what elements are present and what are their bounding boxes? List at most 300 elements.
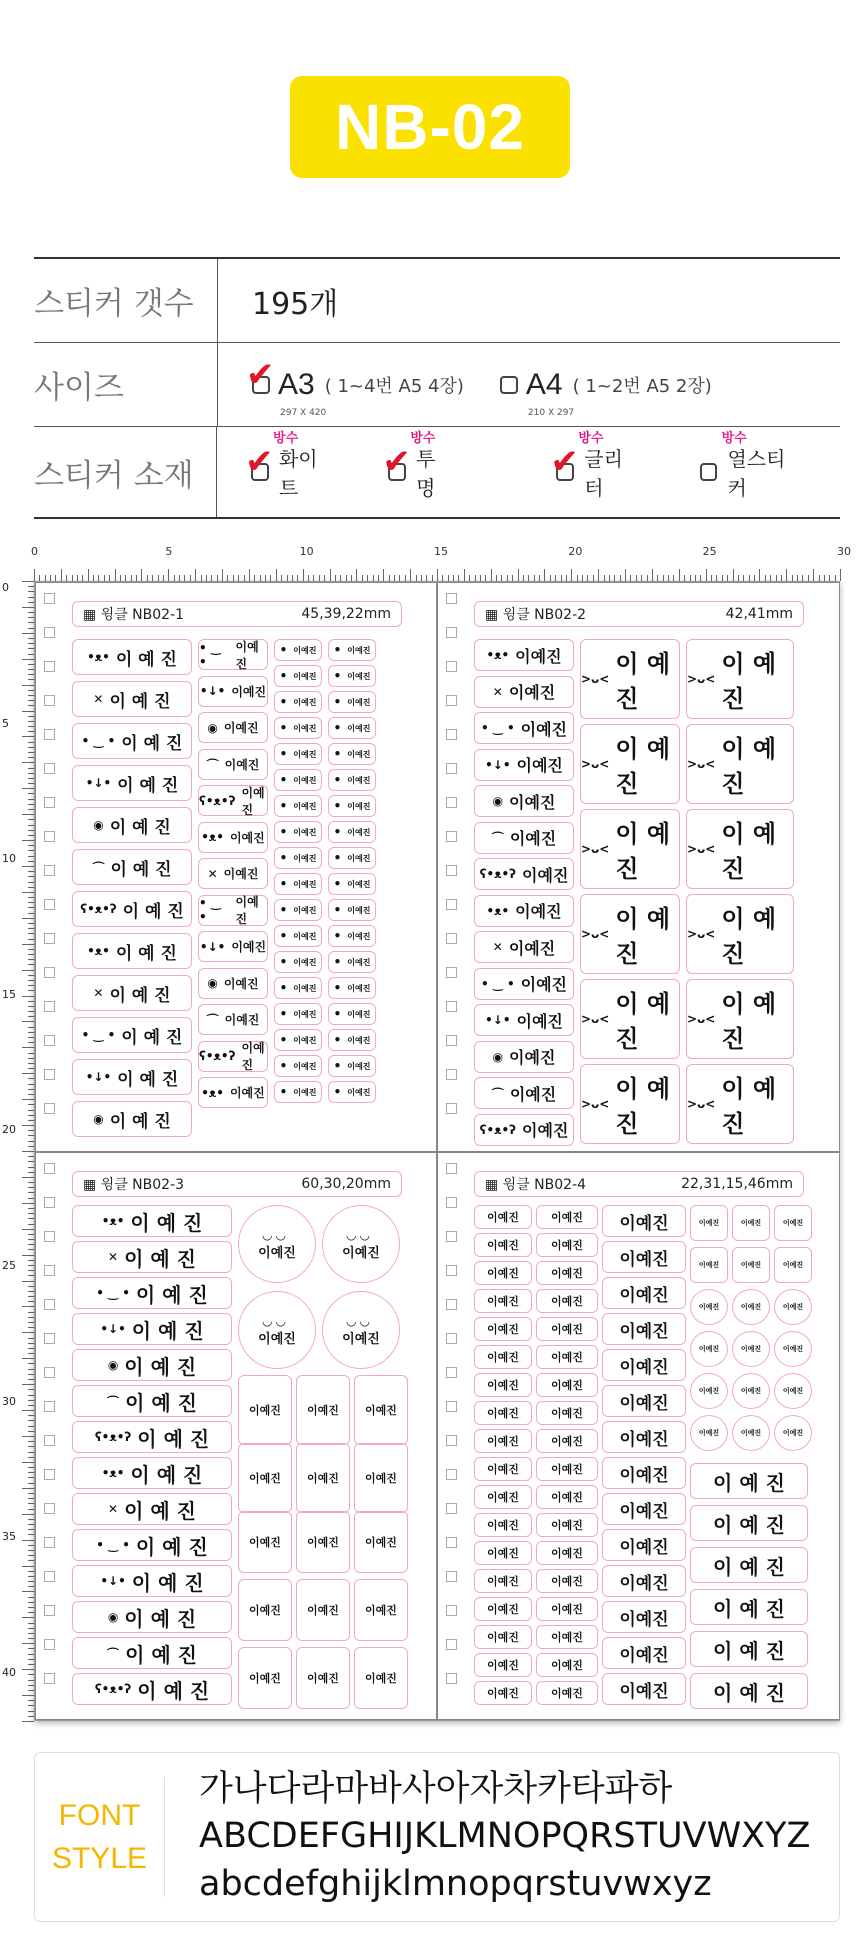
sticker-name: 이예진 (619, 1213, 669, 1234)
sheet-hole (446, 1231, 457, 1242)
sticker-name: 이예진 (365, 1536, 397, 1549)
face-icon: >ᴗ< (687, 1012, 716, 1026)
ruler-tick (410, 569, 411, 581)
sticker-name: 이예진 (293, 931, 317, 941)
sheet-size: 60,30,20mm (301, 1176, 391, 1192)
size-option-a3[interactable] (246, 354, 464, 418)
sticker-name: 이예진 (487, 1295, 519, 1308)
material-glitter: 글리터 (584, 447, 623, 500)
sticker-name: 이예진 (619, 1645, 669, 1666)
sticker-name: 이예진 (740, 1303, 762, 1311)
face-icon: • (279, 669, 288, 683)
name-sticker (72, 765, 192, 801)
sticker-name: 이예진 (249, 1536, 281, 1549)
face-icon: ◡ ◡ (346, 1313, 370, 1328)
size-option-a4[interactable] (500, 367, 712, 418)
sheet-quadrant (437, 582, 840, 1152)
sticker-name: 이예진 (241, 1041, 265, 1072)
ruler-tick (22, 1514, 34, 1515)
name-sticker (328, 1081, 376, 1103)
face-icon: ◡ ◡ (262, 1227, 286, 1242)
ruler-tick (356, 569, 357, 581)
face-icon: >ᴗ< (687, 842, 716, 856)
sticker-name: 이예진 (307, 1536, 339, 1549)
name-sticker (732, 1415, 770, 1451)
name-sticker (274, 977, 322, 999)
face-icon: • (333, 903, 342, 917)
ruler-number: 30 (2, 1394, 16, 1408)
name-sticker (474, 1457, 532, 1481)
product-code-badge: NB-02 (290, 76, 570, 178)
sticker-name: 이 예 진 (713, 1512, 785, 1537)
name-sticker (474, 1513, 532, 1537)
sticker-name: 이예진 (782, 1261, 804, 1269)
sheet-hole (446, 627, 457, 638)
check-mark-icon: ✔ (245, 442, 274, 482)
ruler-tick (22, 633, 34, 634)
name-sticker (602, 1673, 686, 1705)
face-icon: >ᴗ< (581, 1097, 610, 1111)
sheet-hole (446, 1163, 457, 1174)
name-sticker (602, 1457, 686, 1489)
size-a4-label: A4 (525, 367, 563, 401)
face-icon: >ᴗ< (581, 1012, 610, 1026)
sheet-header (72, 1171, 402, 1197)
sticker-name: 이예진 (487, 1463, 519, 1476)
sticker-name: 이예진 (619, 1537, 669, 1558)
sticker-name: 이 예 진 (713, 1680, 785, 1705)
ruler-number: 5 (165, 545, 173, 558)
sticker-name: 이예진 (619, 1573, 669, 1594)
sticker-name: 이예진 (740, 1261, 762, 1269)
spec-table (34, 257, 840, 519)
name-sticker (274, 873, 322, 895)
ruler-tick (22, 1229, 34, 1230)
sheet-holes (446, 1163, 458, 1707)
name-sticker (474, 712, 574, 744)
face-icon: • (333, 981, 342, 995)
check-mark-icon: ✔ (246, 354, 275, 395)
sheet-hole (446, 797, 457, 808)
name-sticker (296, 1647, 350, 1709)
sticker-name: 이예진 (619, 1465, 669, 1486)
sticker-name: 이예진 (698, 1219, 720, 1227)
ruler-tick (303, 569, 304, 581)
ruler-tick (22, 607, 34, 608)
sticker-name: 이예진 (223, 867, 259, 881)
name-sticker (72, 891, 192, 927)
face-icon: •ᴥ• (486, 648, 510, 662)
name-sticker (198, 858, 268, 889)
sticker-name: 이예진 (551, 1295, 583, 1308)
count-value: 195개 (252, 286, 339, 322)
checkbox-glitter[interactable] (550, 442, 579, 482)
sticker-name: 이예진 (293, 853, 317, 863)
name-sticker (732, 1205, 770, 1241)
ruler-tick (840, 569, 841, 581)
face-icon: ✕ (492, 684, 503, 699)
name-sticker (328, 743, 376, 765)
sticker-name: 이예진 (347, 749, 371, 759)
sheet-hole (446, 933, 457, 944)
name-sticker (474, 1597, 532, 1621)
sheet-hole (44, 865, 55, 876)
sheet-hole (44, 1333, 55, 1344)
ruler-tick (22, 1617, 34, 1618)
sticker-name: 이예진 (619, 1501, 669, 1522)
sheet-hole (446, 1435, 457, 1446)
sticker-name: 이 예 진 (713, 1638, 785, 1663)
sheet-hole (446, 1333, 457, 1344)
ruler-number: 0 (2, 581, 9, 594)
ruler-tick (571, 569, 572, 581)
face-icon: •ᴥ• (101, 1466, 125, 1480)
ruler-tick (330, 569, 331, 581)
material-heat: 열스티커 (727, 447, 786, 500)
sticker-name: 이 예 진 (109, 1111, 171, 1132)
name-sticker (690, 1247, 728, 1283)
sheet-hole (44, 1537, 55, 1548)
sticker-name: 이 예 진 (115, 649, 177, 670)
ruler-tick (222, 569, 223, 581)
name-sticker (474, 1345, 532, 1369)
sticker-name: 이예진 (229, 830, 265, 845)
sticker-name: 이 예 진 (713, 1470, 785, 1495)
checkbox-a3[interactable] (246, 354, 275, 395)
sheet-header (72, 601, 402, 627)
sticker-name: 이 예 진 (135, 1534, 208, 1559)
name-sticker (686, 894, 794, 974)
ruler-number: 10 (299, 545, 314, 558)
sticker-name: 이예진 (619, 1681, 669, 1702)
name-sticker (354, 1511, 408, 1573)
name-sticker (198, 712, 268, 743)
face-icon: • (333, 1007, 342, 1021)
face-icon: ⌒ (206, 1013, 219, 1027)
ruler-number: 15 (2, 987, 16, 1001)
face-icon: • (279, 643, 288, 657)
sticker-name: 이 예 진 (615, 735, 671, 798)
sheet-hole (44, 661, 55, 672)
face-icon: • (279, 721, 288, 735)
waterproof-tag: 방수 (578, 431, 604, 446)
face-icon: • (333, 1059, 342, 1073)
ruler-tick (168, 569, 169, 581)
name-sticker (296, 1579, 350, 1641)
sticker-name: 이 예 진 (124, 1354, 197, 1379)
name-sticker (536, 1429, 598, 1453)
name-sticker (474, 1653, 532, 1677)
name-sticker (198, 968, 268, 999)
name-sticker (296, 1375, 350, 1445)
name-sticker (474, 1429, 532, 1453)
sheet-title: ▦ 윙클 NB02-2 (485, 607, 587, 623)
sticker-name: 이예진 (347, 931, 371, 941)
sheet-header (474, 1171, 804, 1197)
sticker-name: 이예진 (551, 1491, 583, 1504)
sheet-hole (44, 695, 55, 706)
sticker-name: 이예진 (698, 1387, 720, 1395)
sticker-name: 이예진 (293, 723, 317, 733)
sheet-holes (446, 593, 458, 1137)
sticker-name: 이 예 진 (721, 990, 777, 1053)
sheet-hole (446, 1035, 457, 1046)
name-sticker (198, 1077, 268, 1108)
face-icon: •ᴥ• (486, 903, 510, 918)
size-a3-label: A3 (278, 367, 315, 401)
sheet-hole (44, 831, 55, 842)
sticker-name: 이예진 (293, 749, 317, 759)
sticker-name: 이예진 (293, 905, 317, 915)
sheet-hole (44, 1367, 55, 1378)
name-sticker (686, 809, 794, 889)
ruler-tick (22, 788, 34, 789)
name-sticker (354, 1443, 408, 1513)
ruler-number: 20 (568, 545, 583, 558)
sheet-hole (44, 1103, 55, 1114)
name-sticker (72, 1101, 192, 1137)
material-option-heat[interactable] (700, 431, 804, 501)
sticker-name: 이예진 (487, 1519, 519, 1532)
face-icon: • (333, 773, 342, 787)
name-sticker (72, 1059, 192, 1095)
name-sticker (328, 847, 376, 869)
sticker-name: 이예진 (293, 801, 317, 811)
name-sticker (274, 795, 322, 817)
face-icon: ✕ (108, 1250, 119, 1264)
ruler-tick (22, 1591, 34, 1592)
checkbox-white[interactable] (245, 442, 274, 482)
ruler-tick (22, 944, 34, 945)
name-sticker (72, 1421, 232, 1453)
face-icon: • (333, 877, 342, 891)
ruler-tick (22, 1151, 34, 1152)
name-sticker (328, 1003, 376, 1025)
name-sticker (536, 1317, 598, 1341)
sticker-name: 이 예 진 (130, 1210, 203, 1235)
sticker-name: 이예진 (520, 719, 567, 739)
sticker-name: 이예진 (347, 1035, 371, 1045)
spec-row-material (34, 427, 840, 517)
name-sticker (322, 1205, 400, 1283)
name-sticker (732, 1373, 770, 1409)
sticker-name: 이 예 진 (130, 1462, 203, 1487)
sheet-hole (446, 1605, 457, 1616)
sticker-name: 이예진 (347, 1061, 371, 1071)
name-sticker (274, 925, 322, 947)
ruler-tick (276, 569, 277, 581)
face-icon: • (333, 825, 342, 839)
sticker-name: 이예진 (487, 1631, 519, 1644)
name-sticker (774, 1205, 812, 1241)
sheet-hole (446, 593, 457, 604)
sticker-name: 이예진 (551, 1603, 583, 1616)
name-sticker (580, 1064, 680, 1144)
name-sticker (328, 717, 376, 739)
name-sticker (198, 931, 268, 962)
face-icon: ʕ•ᴥ•ʔ (80, 902, 117, 916)
name-sticker (602, 1277, 686, 1309)
sticker-name: 이예진 (223, 976, 259, 991)
name-sticker (602, 1241, 686, 1273)
face-icon: • ‿ • (81, 1028, 116, 1042)
face-icon: • (333, 721, 342, 735)
face-icon: •↓• (85, 1070, 112, 1084)
sticker-name: 이 예 진 (124, 1498, 196, 1523)
sticker-name: 이예진 (342, 1331, 380, 1347)
sticker-name: 이예진 (249, 1404, 281, 1417)
sticker-name: 이 예 진 (137, 1678, 210, 1703)
name-sticker (238, 1443, 292, 1513)
sticker-name: 이예진 (551, 1687, 583, 1700)
face-icon: • (333, 1085, 342, 1099)
sticker-name: 이예진 (509, 1048, 556, 1067)
sheet-hole (446, 729, 457, 740)
sticker-name: 이예진 (293, 1009, 317, 1019)
name-sticker (328, 873, 376, 895)
ruler-tick (22, 1099, 34, 1100)
material-option-clear[interactable] (382, 431, 454, 501)
sticker-name: 이예진 (551, 1211, 583, 1224)
sheet-title: ▦ 윙클 NB02-4 (485, 1177, 587, 1193)
sheet-title: ▦ 윙클 NB02-1 (83, 607, 185, 623)
name-sticker (536, 1597, 598, 1621)
sticker-name: 이예진 (551, 1575, 583, 1588)
face-icon: • (279, 981, 288, 995)
ruler-tick (249, 569, 250, 581)
ruler-tick (22, 1203, 34, 1204)
ruler-tick (141, 569, 142, 581)
face-icon: • (279, 773, 288, 787)
face-icon: >ᴗ< (687, 927, 716, 941)
sticker-sheet-preview (2, 545, 851, 1721)
ruler-number: 20 (2, 1123, 16, 1137)
checkbox-heat[interactable] (700, 463, 718, 481)
name-sticker (274, 743, 322, 765)
check-mark-icon: ✔ (382, 442, 411, 482)
sheet-hole (44, 1001, 55, 1012)
ruler-tick (195, 569, 196, 581)
ruler-tick (22, 866, 34, 867)
name-sticker (354, 1375, 408, 1445)
sticker-name: 이 예 진 (122, 901, 184, 922)
name-sticker (328, 925, 376, 947)
sheet-hole (446, 865, 457, 876)
checkbox-clear[interactable] (382, 442, 411, 482)
name-sticker (238, 1205, 316, 1283)
sticker-name: 이예진 (551, 1435, 583, 1448)
sticker-name: 이예진 (782, 1345, 804, 1353)
sheet-hole (446, 1571, 457, 1582)
sheet-hole (446, 967, 457, 978)
name-sticker (474, 1004, 574, 1036)
name-sticker (774, 1373, 812, 1409)
sticker-name: 이예진 (740, 1219, 762, 1227)
name-sticker (328, 1055, 376, 1077)
sticker-name: 이예진 (619, 1429, 669, 1450)
ruler-tick (652, 569, 653, 581)
name-sticker (602, 1385, 686, 1417)
name-sticker (72, 1277, 232, 1309)
face-icon: ◉ (93, 1112, 104, 1126)
sticker-name: 이예진 (619, 1285, 669, 1306)
sticker-name: 이예진 (740, 1387, 762, 1395)
font-sample-uppercase: ABCDEFGHIJKLMNOPQRSTUVWXYZ (199, 1816, 811, 1857)
spec-row-size (34, 343, 840, 427)
count-label: 스티커 갯수 (34, 259, 218, 342)
sheet-hole (44, 1673, 55, 1684)
face-icon: •ᴥ• (101, 1214, 125, 1228)
name-sticker (536, 1513, 598, 1537)
sticker-name: 이예진 (487, 1575, 519, 1588)
face-icon: ⌒ (491, 1086, 504, 1101)
face-icon: • (333, 643, 342, 657)
sheet-hole (446, 1639, 457, 1650)
material-option-white[interactable] (245, 431, 336, 501)
name-sticker (602, 1421, 686, 1453)
sticker-name: 이예진 (293, 827, 317, 837)
name-sticker (536, 1345, 598, 1369)
name-sticker (602, 1205, 686, 1237)
name-sticker (686, 639, 794, 719)
ruler-tick (22, 1281, 34, 1282)
waterproof-tag: 방수 (410, 431, 436, 446)
name-sticker (72, 1205, 232, 1237)
sticker-name: 이 예 진 (125, 1642, 197, 1667)
name-sticker (274, 1081, 322, 1103)
face-icon: • (279, 1033, 288, 1047)
face-icon: •↓• (199, 939, 226, 954)
waterproof-tag: 방수 (273, 431, 299, 446)
name-sticker (474, 1077, 574, 1109)
sticker-name: 이예진 (508, 938, 556, 958)
sticker-name: 이예진 (782, 1429, 804, 1437)
material-option-glitter[interactable] (550, 431, 641, 501)
face-icon: • ‿ • (480, 721, 515, 735)
sticker-name: 이예진 (515, 646, 562, 666)
face-icon: ✕ (108, 1502, 119, 1516)
face-icon: • (279, 1059, 288, 1073)
name-sticker (536, 1457, 598, 1481)
name-sticker (690, 1589, 808, 1625)
ruler-tick (22, 762, 34, 763)
sticker-name: 이 예 진 (121, 1027, 183, 1048)
name-sticker (72, 1017, 192, 1053)
sticker-name: 이 예 진 (137, 1426, 210, 1451)
name-sticker (238, 1511, 292, 1573)
name-sticker (274, 951, 322, 973)
sheet-hole (446, 1401, 457, 1412)
face-icon: • (333, 799, 342, 813)
face-icon: ⌒ (107, 1646, 120, 1661)
sticker-name: 이예진 (515, 902, 562, 921)
face-icon: ◡ ◡ (262, 1313, 286, 1328)
name-sticker (198, 749, 268, 780)
sticker-name: 이예진 (487, 1323, 519, 1336)
name-sticker (72, 1637, 232, 1669)
name-sticker (474, 968, 574, 1000)
face-icon: >ᴗ< (581, 927, 610, 941)
ruler-tick (22, 1073, 34, 1074)
name-sticker (474, 822, 574, 854)
face-icon: • (333, 747, 342, 761)
sticker-name: 이 예 진 (125, 1390, 197, 1415)
name-sticker (474, 1205, 532, 1229)
checkbox-a4[interactable] (500, 376, 518, 394)
face-icon: • ‿ • (81, 734, 116, 748)
sticker-name: 이예진 (347, 879, 371, 889)
sticker-name: 이예진 (698, 1303, 720, 1311)
